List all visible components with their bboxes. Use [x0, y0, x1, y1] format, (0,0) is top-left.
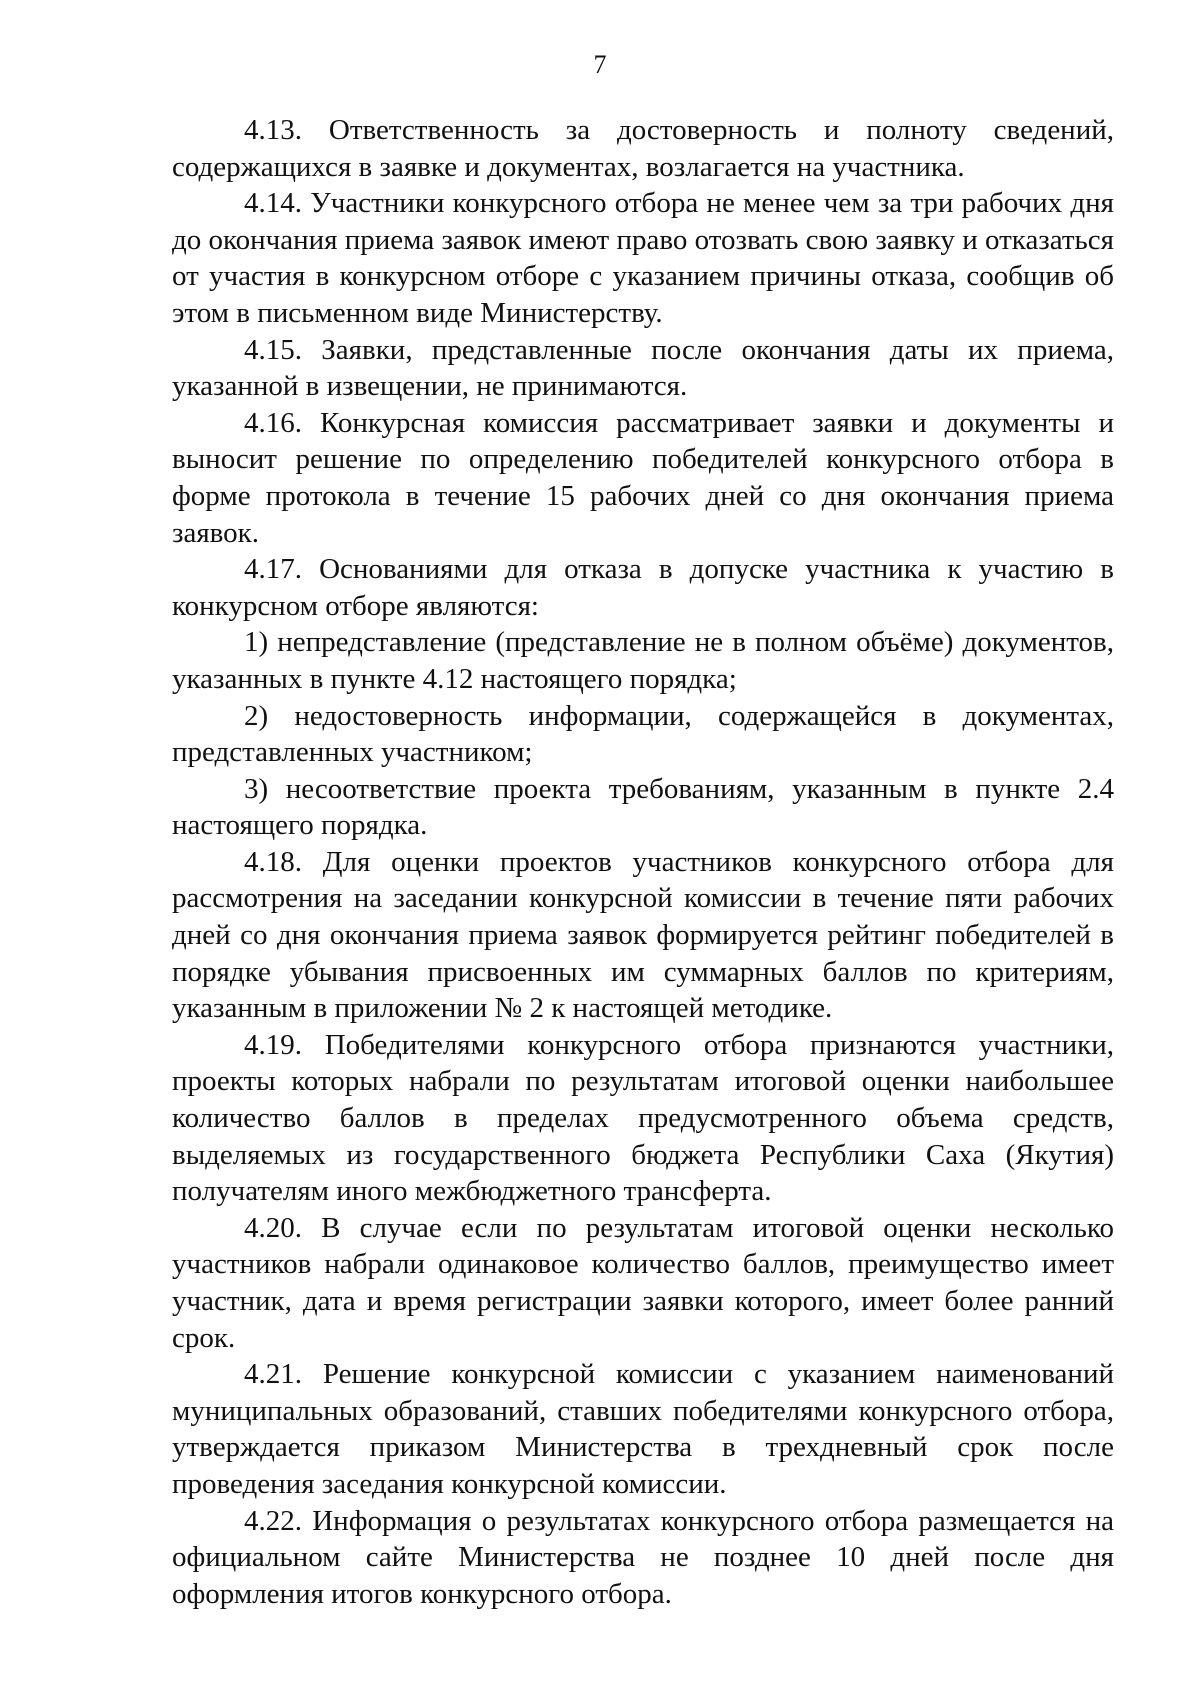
- page-number: 7: [593, 50, 607, 79]
- paragraph-4-15: 4.15. Заявки, представленные после окончания даты их приема, указанной в извещении, не принимаются.: [172, 333, 1114, 403]
- paragraph-4-16: 4.16. Конкурсная комиссия рассматривает заявки и документы и выносит решение по определению победителей конкурсного отбора в форме протокола в течение 15 рабочих дней со дня окончания приема заявок.: [172, 406, 1114, 549]
- document-body: [172, 112, 1114, 1612]
- paragraph-4-14: 4.14. Участники конкурсного отбора не менее чем за три рабочих дня до окончания приема заявок имеют право отозвать свою заявку и отказаться от участия в конкурсном отборе с указанием причины отказа, сообщив об этом в письменном виде Министерству.: [172, 187, 1114, 329]
- paragraph-4-13: 4.13. Ответственность за достоверность и полноту сведений, содержащихся в заявке и документах, возлагается на участника.: [172, 114, 1114, 183]
- list-item-2: 2) недостоверность информации, содержащейся в документах, представленных участником;: [172, 699, 1114, 769]
- paragraph-4-18: 4.18. Для оценки проектов участников конкурсного отбора для рассмотрения на заседании конкурсной комиссии в течение пяти рабочих дней со дня окончания приема заявок формируется рейтинг победителей в порядке убывания присвоенных им суммарных баллов по критериям, указанным в приложении № 2 к настоящей методике.: [172, 845, 1114, 1025]
- paragraph-4-20: 4.20. В случае если по результатам итоговой оценки несколько участников набрали одинаковое количество баллов, преимущество имеет участник, дата и время регистрации заявки которого, имеет более ранний срок.: [172, 1211, 1114, 1354]
- list-item-3: 3) несоответствие проекта требованиям, указанным в пункте 2.4 настоящего порядка.: [172, 772, 1114, 842]
- list-item-1: 1) непредставление (представление не в полном объёме) документов, указанных в пункте 4.12 настоящего порядка;: [172, 626, 1114, 695]
- paragraph-4-22: 4.22. Информация о результатах конкурсного отбора размещается на официальном сайте Министерства не позднее 10 дней после дня оформления итогов конкурсного отбора.: [172, 1504, 1114, 1610]
- paragraph-4-17: 4.17. Основаниями для отказа в допуске участника к участию в конкурсном отборе являются:: [172, 553, 1114, 622]
- paragraph-4-19: 4.19. Победителями конкурсного отбора признаются участники, проекты которых набрали по результатам итоговой оценки наибольшее количество баллов в пределах предусмотренного объема средств, выделяемых из государственного бюджета Республики Саха (Якутия) получателям иного межбюджетного трансферта.: [172, 1028, 1114, 1208]
- paragraph-4-21: 4.21. Решение конкурсной комиссии с указанием наименований муниципальных образований, ставших победителями конкурсного отбора, утверждается приказом Министерства в трехдневный срок после проведения заседания конкурсной комиссии.: [172, 1358, 1114, 1500]
